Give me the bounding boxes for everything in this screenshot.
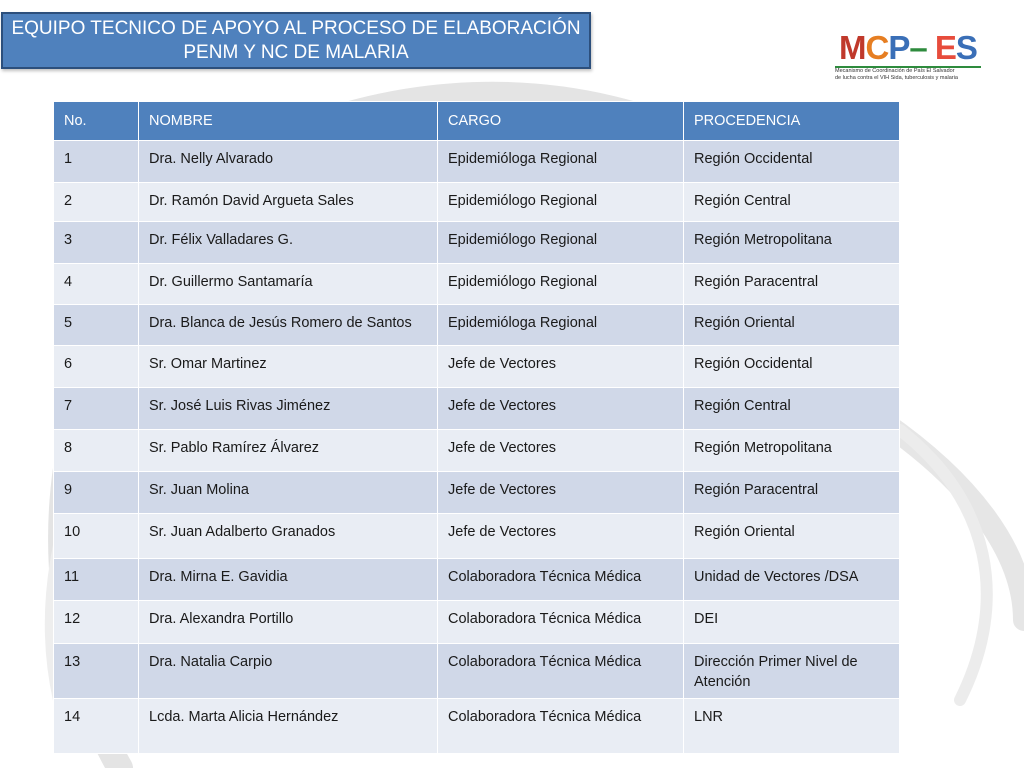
cell-cargo: Colaboradora Técnica Médica bbox=[438, 644, 684, 699]
table-row bbox=[54, 514, 900, 559]
cell-no: 7 bbox=[54, 388, 139, 430]
cell-no: 3 bbox=[54, 222, 139, 264]
table-row bbox=[54, 699, 900, 754]
table-body bbox=[54, 141, 900, 754]
title-line-2: PENM Y NC DE MALARIA bbox=[183, 41, 409, 63]
cell-procedencia: Región Paracentral bbox=[684, 472, 900, 514]
cell-procedencia: Dirección Primer Nivel de Atención bbox=[684, 644, 900, 699]
cell-nombre: Dra. Mirna E. Gavidia bbox=[139, 559, 438, 601]
cell-cargo: Jefe de Vectores bbox=[438, 430, 684, 472]
cell-procedencia: DEI bbox=[684, 601, 900, 644]
cell-procedencia: Región Oriental bbox=[684, 514, 900, 559]
logo-letter-c: C bbox=[865, 29, 889, 66]
logo-subtitle-line-2: de lucha contra el VIH Sida, tuberculosis y malaria bbox=[835, 74, 958, 81]
cell-no: 9 bbox=[54, 472, 139, 514]
table-row bbox=[54, 559, 900, 601]
header-nombre: NOMBRE bbox=[139, 102, 438, 141]
cell-nombre: Dra. Natalia Carpio bbox=[139, 644, 438, 699]
slide-title bbox=[1, 12, 591, 69]
table-row bbox=[54, 346, 900, 388]
header-procedencia: PROCEDENCIA bbox=[684, 102, 900, 141]
header-no: No. bbox=[54, 102, 139, 141]
cell-cargo: Colaboradora Técnica Médica bbox=[438, 699, 684, 754]
logo-letter-e: E bbox=[934, 29, 956, 66]
cell-no: 6 bbox=[54, 346, 139, 388]
cell-cargo: Epidemiólogo Regional bbox=[438, 183, 684, 222]
cell-no: 8 bbox=[54, 430, 139, 472]
cell-cargo: Colaboradora Técnica Médica bbox=[438, 559, 684, 601]
cell-procedencia: Región Central bbox=[684, 388, 900, 430]
title-line-1: EQUIPO TECNICO DE APOYO AL PROCESO DE ELABORACIÓN bbox=[11, 17, 581, 39]
table-row bbox=[54, 644, 900, 699]
cell-procedencia: LNR bbox=[684, 699, 900, 754]
table-row bbox=[54, 141, 900, 183]
table-row bbox=[54, 183, 900, 222]
cell-procedencia: Región Metropolitana bbox=[684, 222, 900, 264]
logo-subtitle bbox=[835, 68, 985, 81]
table-header-row bbox=[54, 102, 900, 141]
cell-cargo: Epidemióloga Regional bbox=[438, 141, 684, 183]
team-table bbox=[53, 101, 900, 754]
table-row bbox=[54, 601, 900, 644]
cell-nombre: Sr. Juan Adalberto Granados bbox=[139, 514, 438, 559]
cell-nombre: Lcda. Marta Alicia Hernández bbox=[139, 699, 438, 754]
cell-nombre: Dr. Ramón David Argueta Sales bbox=[139, 183, 438, 222]
cell-cargo: Jefe de Vectores bbox=[438, 388, 684, 430]
cell-cargo: Epidemiólogo Regional bbox=[438, 222, 684, 264]
cell-cargo: Epidemióloga Regional bbox=[438, 305, 684, 346]
cell-cargo: Jefe de Vectores bbox=[438, 472, 684, 514]
table-row bbox=[54, 222, 900, 264]
cell-nombre: Sr. Pablo Ramírez Álvarez bbox=[139, 430, 438, 472]
cell-cargo: Colaboradora Técnica Médica bbox=[438, 601, 684, 644]
logo-dash: – bbox=[909, 29, 927, 66]
table-row bbox=[54, 388, 900, 430]
table-row bbox=[54, 430, 900, 472]
cell-nombre: Dr. Guillermo Santamaría bbox=[139, 264, 438, 305]
table-row bbox=[54, 264, 900, 305]
cell-procedencia: Región Oriental bbox=[684, 305, 900, 346]
cell-no: 11 bbox=[54, 559, 139, 601]
logo-letter-p: P bbox=[888, 29, 910, 66]
cell-nombre: Dr. Félix Valladares G. bbox=[139, 222, 438, 264]
cell-nombre: Sr. José Luis Rivas Jiménez bbox=[139, 388, 438, 430]
cell-nombre: Sr. Omar Martinez bbox=[139, 346, 438, 388]
cell-no: 1 bbox=[54, 141, 139, 183]
cell-no: 2 bbox=[54, 183, 139, 222]
header-cargo: CARGO bbox=[438, 102, 684, 141]
cell-procedencia: Unidad de Vectores /DSA bbox=[684, 559, 900, 601]
cell-no: 12 bbox=[54, 601, 139, 644]
table-row bbox=[54, 305, 900, 346]
cell-procedencia: Región Occidental bbox=[684, 346, 900, 388]
logo-wordmark bbox=[839, 30, 977, 66]
table-row bbox=[54, 472, 900, 514]
cell-nombre: Sr. Juan Molina bbox=[139, 472, 438, 514]
cell-procedencia: Región Occidental bbox=[684, 141, 900, 183]
cell-nombre: Dra. Nelly Alvarado bbox=[139, 141, 438, 183]
cell-cargo: Jefe de Vectores bbox=[438, 514, 684, 559]
cell-nombre: Dra. Blanca de Jesús Romero de Santos bbox=[139, 305, 438, 346]
cell-no: 5 bbox=[54, 305, 139, 346]
logo-letter-m: M bbox=[839, 29, 866, 66]
cell-no: 13 bbox=[54, 644, 139, 699]
mcp-es-logo bbox=[833, 30, 983, 82]
cell-no: 4 bbox=[54, 264, 139, 305]
cell-nombre: Dra. Alexandra Portillo bbox=[139, 601, 438, 644]
cell-procedencia: Región Paracentral bbox=[684, 264, 900, 305]
cell-cargo: Epidemiólogo Regional bbox=[438, 264, 684, 305]
cell-cargo: Jefe de Vectores bbox=[438, 346, 684, 388]
cell-procedencia: Región Metropolitana bbox=[684, 430, 900, 472]
cell-no: 14 bbox=[54, 699, 139, 754]
logo-letter-s: S bbox=[955, 29, 977, 66]
cell-procedencia: Región Central bbox=[684, 183, 900, 222]
team-table-container bbox=[53, 101, 899, 754]
logo-subtitle-line-1: Mecanismo de Coordinación de País El Salvador bbox=[835, 68, 955, 74]
cell-no: 10 bbox=[54, 514, 139, 559]
